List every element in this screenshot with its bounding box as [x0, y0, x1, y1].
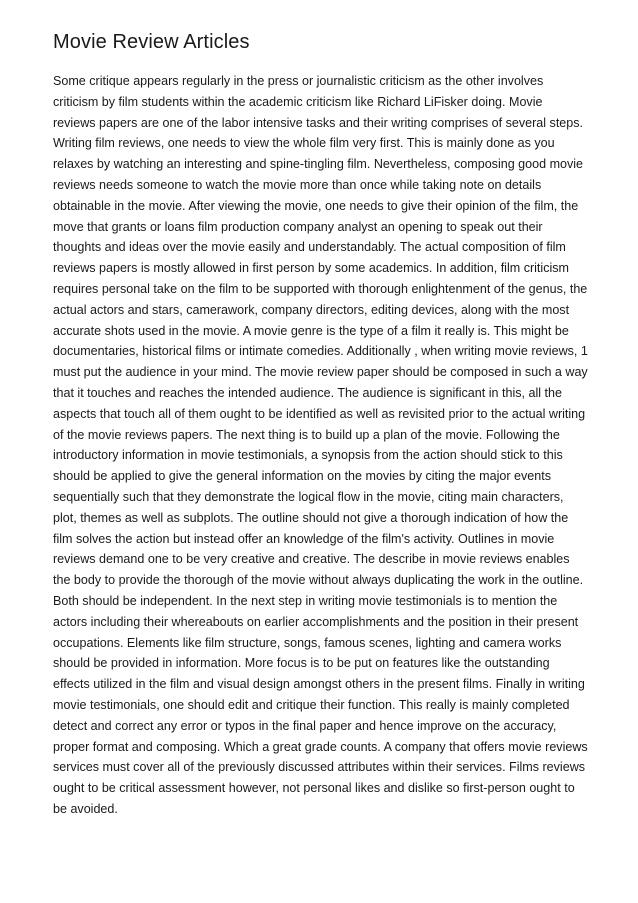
document-title: Movie Review Articles: [53, 31, 250, 53]
document-body-paragraph: Some critique appears regularly in the press or journalistic criticism as the other involves criticism by film students within the academic criticism like Richard LiFisker doing. Movie reviews papers are one of the labor intensive tasks and their writing comprises of several steps. Writing film reviews, one needs to view the whole film very first. This is mainly done as you relaxes by watching an interesting and spine-tingling film. Nevertheless, composing good movie reviews needs someone to watch the movie more than once while taking note on details obtainable in the movie. After viewing the movie, one needs to give their opinion of the film, the move that grants or loans film production company analyst an opening to speak out their thoughts and ideas over the movie easily and understandably. The actual composition of film reviews papers is mostly allowed in first person by some academics. In addition, film criticism requires personal take on the film to be supported with thorough enlightenment of the genus, the actual actors and stars, camerawork, company directors, editing devices, along with the most accurate shots used in the movie. A movie genre is the type of a film it really is. This might be documentaries, historical films or intimate comedies. Additionally , when writing movie reviews, 1 must put the audience in your mind. The movie review paper should be composed in such a way that it touches and reaches the intended audience. The audience is significant in this, all the aspects that touch all of them ought to be identified as well as revisited prior to the actual writing of the movie reviews papers. The next thing is to build up a plan of the movie. Following the introductory information in movie testimonials, a synopsis from the action should stick to this should be applied to give the general information on the movies by citing the major events sequentially such that they demonstrate the logical flow in the movie, citing main characters, plot, themes as well as subplots. The outline should not give a thorough indication of how the film solves the action but instead offer an knowledge of the film's activity. Outlines in movie reviews demand one to be very creative and creative. The describe in movie reviews enables the body to provide the thorough of the movie without always duplicating the work in the outline. Both should be independent. In the next step in writing movie testimonials is to mention the actors including their whereabouts on earlier accomplishments and the position in their present occupations. Elements like film structure, songs, famous scenes, lighting and camera works should be provided in information. More focus is to be put on features like the outstanding effects utilized in the film and visual design amongst others in the present films. Finally in writing movie testimonials, one should edit and critique their function. This really is mainly completed detect and correct any error or typos in the final paper and hence improve on the accuracy, proper format and composing. Which a great grade counts. A company that offers movie reviews services must cover all of the previously discussed attributes within their services. Films reviews ought to be critical assessment however, not personal likes and dislike so first-person ought to be avoided.: [53, 74, 588, 816]
